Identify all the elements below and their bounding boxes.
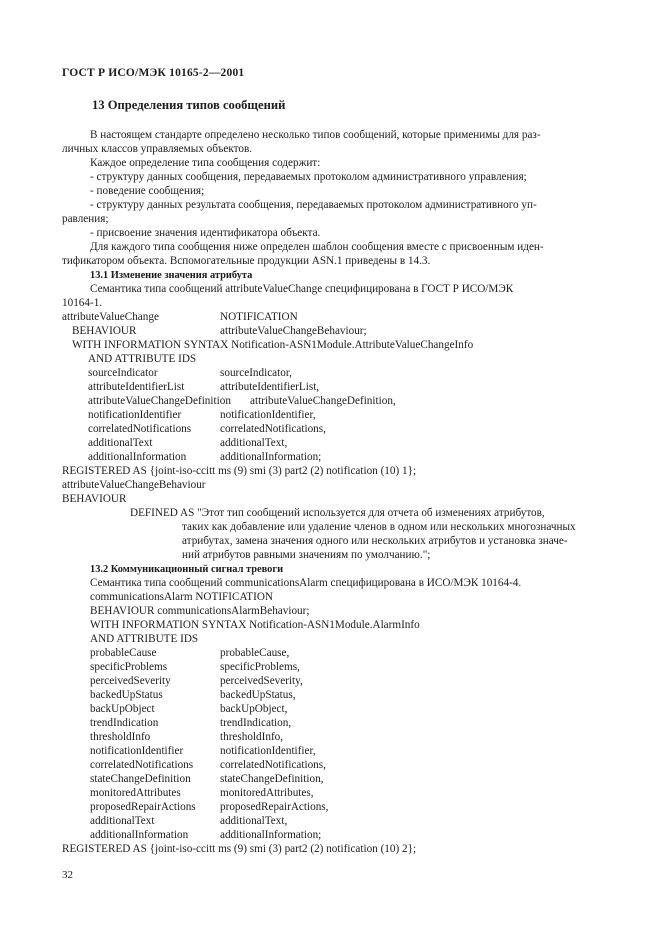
attr-value: perceivedSeverity, <box>220 675 303 687</box>
defined-line: таких как добавление или удаление членов в одном или нескольких многозначных <box>182 521 576 533</box>
registered-line: REGISTERED AS {joint-iso-ccitt ms (9) smi (3) part2 (2) notification (10) 2}; <box>62 843 417 855</box>
intro-line: тификатором объекта. Вспомогательные продукции ASN.1 приведены в 14.3. <box>62 255 431 267</box>
attr-name: attributeValueChangeDefinition <box>88 395 231 407</box>
intro-line: В настоящем стандарте определено несколько типов сообщений, которые применимы для раз- <box>90 129 541 141</box>
attr-value: sourceIndicator, <box>220 367 292 379</box>
attr-value: notificationIdentifier, <box>220 745 316 757</box>
intro-line: равления; <box>62 213 109 225</box>
attr-name: specificProblems <box>90 661 168 673</box>
attr-value: probableCause, <box>220 647 290 659</box>
attr-value: correlatedNotifications, <box>220 759 326 771</box>
code-line: communicationsAlarm NOTIFICATION <box>90 591 274 603</box>
attr-name: additionalInformation <box>88 451 187 463</box>
attr-value: additionalInformation; <box>220 451 322 463</box>
intro-line: - структуру данных сообщения, передаваемых протоколом административного управления; <box>90 171 527 183</box>
attr-value: attributeIdentifierList, <box>220 381 320 393</box>
code-line: attributeValueChangeBehaviour; <box>220 325 367 337</box>
attr-name: probableCause <box>90 647 157 659</box>
attr-name: sourceIndicator <box>88 367 158 379</box>
attr-name: additionalInformation <box>90 829 189 841</box>
code-line: BEHAVIOUR <box>62 493 127 505</box>
attr-name: notificationIdentifier <box>90 745 184 757</box>
code-line: attributeValueChange <box>62 311 159 323</box>
code-line: NOTIFICATION <box>220 311 298 323</box>
attr-name: backUpObject <box>90 703 155 715</box>
attr-value: monitoredAttributes, <box>220 787 314 799</box>
code-line: BEHAVIOUR <box>72 325 137 337</box>
code-line: BEHAVIOUR communicationsAlarmBehaviour; <box>90 605 310 617</box>
code-line: attributeValueChangeBehaviour <box>62 479 206 491</box>
attr-name: proposedRepairActions <box>90 801 196 813</box>
attr-name: notificationIdentifier <box>88 409 182 421</box>
attr-value: correlatedNotifications, <box>220 423 326 435</box>
defined-line: DEFINED AS "Этот тип сообщений используется для отчета об изменениях атрибутов, <box>130 507 545 519</box>
attr-name: correlatedNotifications <box>88 423 192 435</box>
intro-line: Каждое определение типа сообщения содержит: <box>90 157 321 169</box>
attr-value: proposedRepairActions, <box>220 801 329 813</box>
section-title: 13 Определения типов сообщений <box>92 98 286 112</box>
code-line: WITH INFORMATION SYNTAX Notification-ASN1Module.AttributeValueChangeInfo <box>72 339 474 351</box>
attr-name: perceivedSeverity <box>90 675 171 687</box>
subsection-title-13-2: 13.2 Коммуникационный сигнал тревоги <box>90 564 284 575</box>
attr-value: additionalInformation; <box>220 829 322 841</box>
subsection-desc: 10164-1. <box>62 297 103 309</box>
subsection-desc: Семантика типа сообщений communicationsAlarm специфицирована в ИСО/МЭК 10164-4. <box>90 577 522 589</box>
intro-line: - присвоение значения идентификатора объекта. <box>90 227 321 239</box>
intro-line: Для каждого типа сообщения ниже определен шаблон сообщения вместе с присвоенным иден- <box>90 241 544 253</box>
page-number: 32 <box>62 869 73 881</box>
attr-value: trendIndication, <box>220 717 292 729</box>
attr-name: additionalText <box>90 815 155 827</box>
code-line: WITH INFORMATION SYNTAX Notification-ASN1Module.AlarmInfo <box>90 619 420 631</box>
code-line: AND ATTRIBUTE IDS <box>88 353 197 365</box>
attr-name: attributeIdentifierList <box>88 381 185 393</box>
attr-value: backedUpStatus, <box>220 689 296 701</box>
subsection-title-13-1: 13.1 Изменение значения атрибута <box>90 270 253 281</box>
document-header: ГОСТ Р ИСО/МЭК 10165-2—2001 <box>62 67 245 79</box>
attr-name: trendIndication <box>90 717 159 729</box>
attr-value: thresholdInfo, <box>220 731 284 743</box>
attr-name: backedUpStatus <box>90 689 163 701</box>
attr-value: stateChangeDefinition, <box>220 773 324 785</box>
defined-line: атрибутах, замена значения одного или нескольких атрибутов и установка значе- <box>182 535 568 547</box>
subsection-desc: Семантика типа сообщений attributeValueChange специфицирована в ГОСТ Р ИСО/МЭК <box>90 283 514 295</box>
attr-value: additionalText, <box>220 815 288 827</box>
attr-value: notificationIdentifier, <box>220 409 316 421</box>
attr-value: specificProblems, <box>220 661 300 673</box>
attr-value: backUpObject, <box>220 703 288 715</box>
attr-name: thresholdInfo <box>90 731 151 743</box>
attr-value: additionalText, <box>220 437 288 449</box>
defined-line: ний атрибутов равными значениям по умолчанию."; <box>182 549 431 561</box>
intro-line: - структуру данных результата сообщения, передаваемых протоколом административного уп- <box>90 199 537 211</box>
attr-name: stateChangeDefinition <box>90 773 191 785</box>
intro-line: личных классов управляемых объектов. <box>62 143 253 155</box>
code-line: AND ATTRIBUTE IDS <box>90 633 199 645</box>
attr-name: monitoredAttributes <box>90 787 181 799</box>
attr-name: additionalText <box>88 437 153 449</box>
attr-value: attributeValueChangeDefinition, <box>250 395 396 407</box>
attr-name: correlatedNotifications <box>90 759 194 771</box>
intro-line: - поведение сообщения; <box>90 185 205 197</box>
registered-line: REGISTERED AS {joint-iso-ccitt ms (9) smi (3) part2 (2) notification (10) 1}; <box>62 465 417 477</box>
